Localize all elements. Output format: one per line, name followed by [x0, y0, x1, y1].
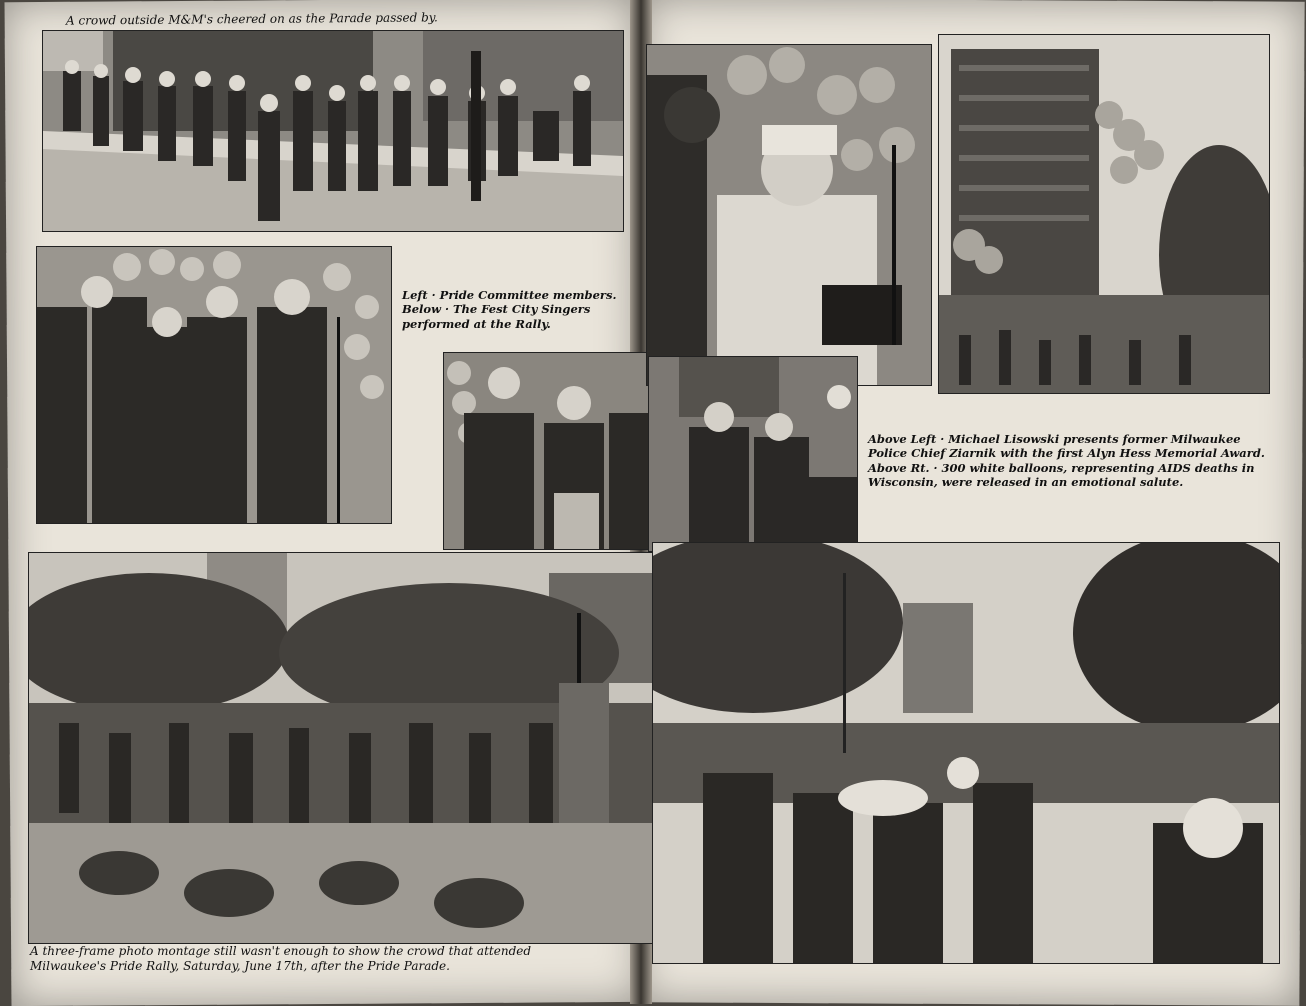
- caption-line: performed at the Rally.: [402, 316, 551, 331]
- caption-line: Police Chief Ziarnik with the first Alyn Hess Memorial Award.: [868, 446, 1265, 461]
- caption-line: Above Left · Michael Lisowski presents former Milwaukee: [868, 432, 1241, 446]
- photo-award-presentation: [646, 44, 932, 386]
- caption-line: Left · Pride Committee members.: [402, 288, 617, 302]
- caption-parade-crowd: A crowd outside M&M's cheered on as the Parade passed by.: [65, 10, 438, 28]
- caption-line: Milwaukee's Pride Rally, Saturday, June 17th, after the Pride Parade.: [30, 959, 450, 973]
- photo-rally-crowd-left: [28, 552, 654, 944]
- caption-line: A three-frame photo montage still wasn't enough to show the crowd that attended: [30, 944, 532, 958]
- photo-singers-stage: [648, 356, 858, 552]
- caption-award-balloons: [868, 432, 1268, 490]
- photo-pride-committee: [36, 246, 392, 524]
- photo-parade-crowd: [42, 30, 624, 232]
- caption-pride-committee: [402, 288, 638, 331]
- photo-fest-city-singers: [443, 352, 649, 550]
- caption-rally-montage: [30, 944, 630, 974]
- caption-line: Below · The Fest City Singers: [402, 302, 591, 317]
- photo-balloon-release: [938, 34, 1270, 394]
- caption-line: Wisconsin, were released in an emotional salute.: [868, 475, 1184, 490]
- photo-rally-crowd-right: [652, 542, 1280, 964]
- caption-line: Above Rt. · 300 white balloons, representing AIDS deaths in: [868, 460, 1255, 475]
